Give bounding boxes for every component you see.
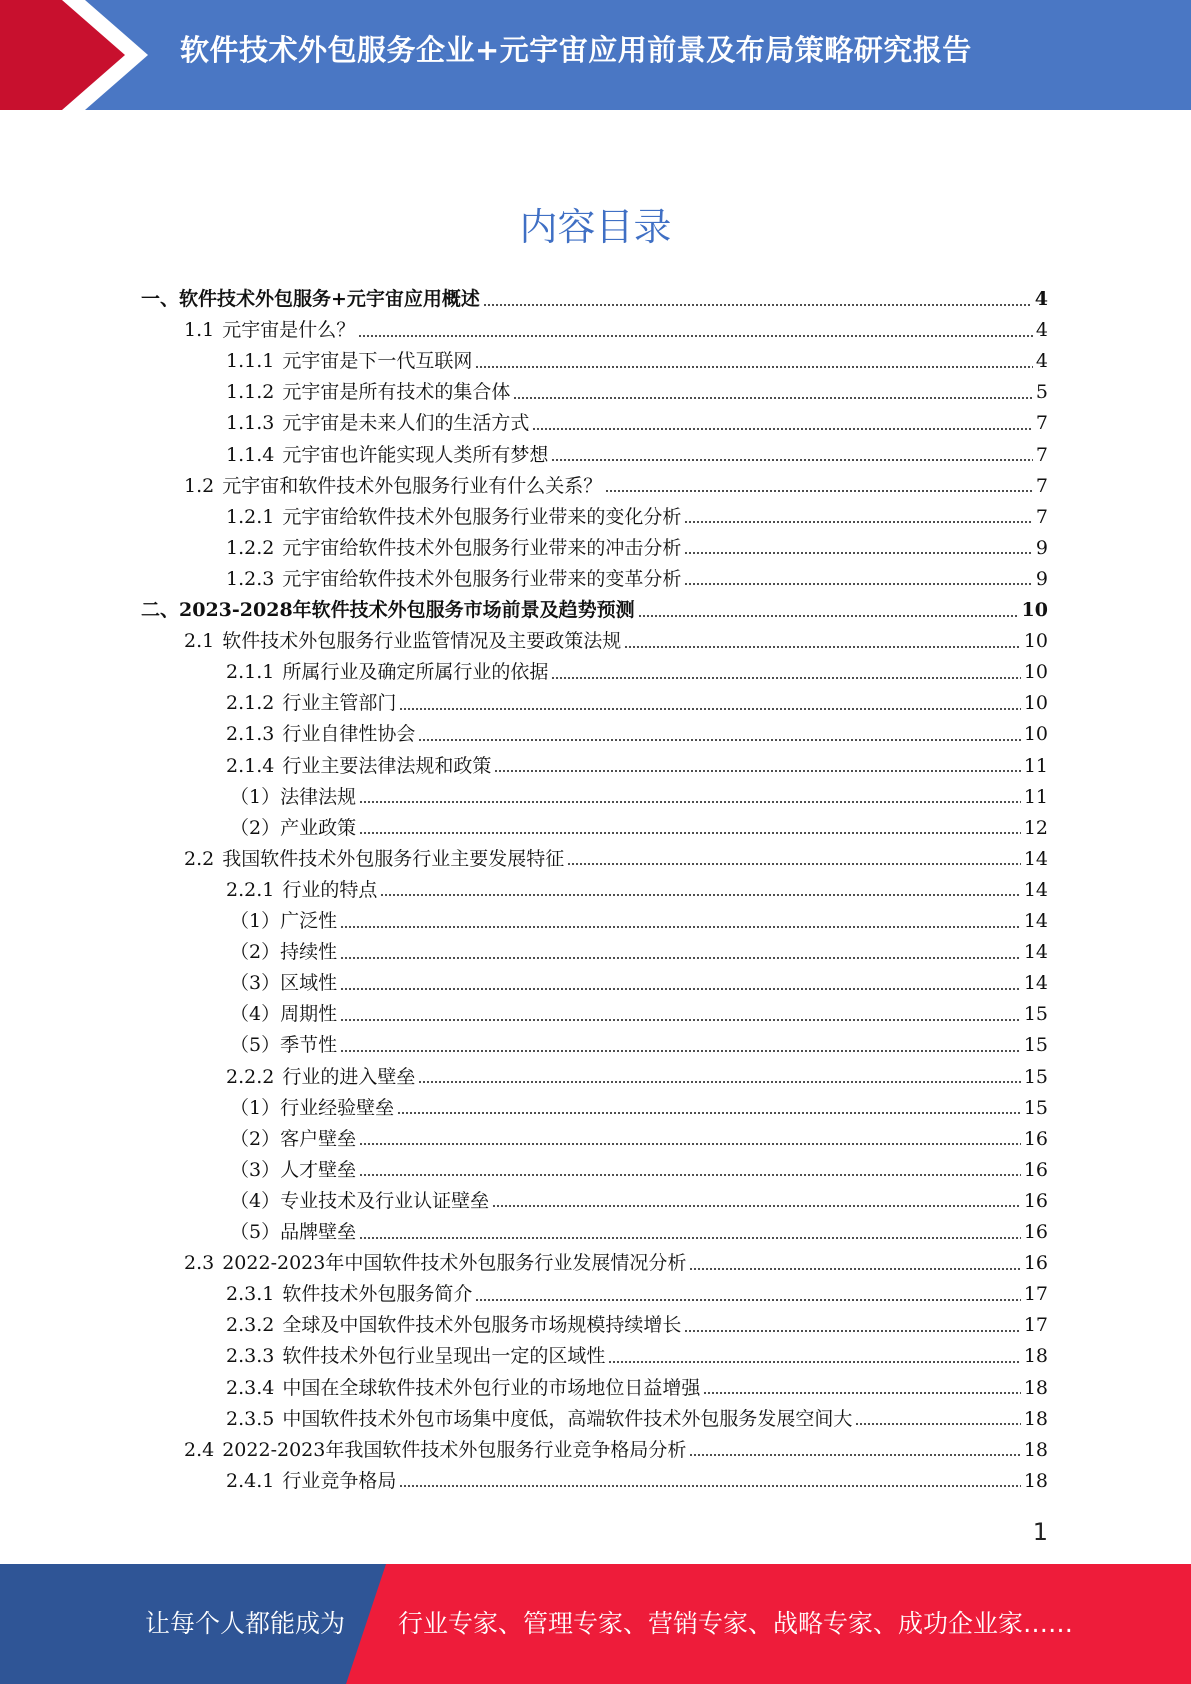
toc-entry-number: 2.2	[184, 847, 215, 870]
toc-entry-number: 1.2.3	[226, 567, 275, 590]
toc-entry[interactable]	[230, 1030, 1048, 1061]
toc-entry-title: 行业的进入壁垒	[282, 1065, 416, 1088]
toc-entry-number: 二、	[141, 599, 180, 621]
toc-dot-leader	[513, 397, 1033, 399]
toc-entry-title: 软件技术外包行业呈现出一定的区域性	[282, 1345, 606, 1368]
toc-entry-title: （3）人才壁垒	[230, 1158, 357, 1181]
toc-entry-number: 2.1	[184, 630, 215, 653]
toc-entry-title: 元宇宙给软件技术外包服务行业带来的冲击分析	[282, 536, 682, 559]
toc-entry-title: 元宇宙给软件技术外包服务行业带来的变化分析	[282, 505, 682, 528]
toc-entry-title: 全球及中国软件技术外包服务市场规模持续增长	[282, 1314, 682, 1337]
toc-dot-leader	[359, 801, 1021, 803]
toc-entry-title: （5）季节性	[230, 1034, 338, 1057]
toc-entry[interactable]	[230, 999, 1048, 1030]
toc-entry[interactable]	[226, 719, 1048, 750]
toc-dot-leader	[340, 1019, 1021, 1021]
toc-entry-page: 15	[1023, 1065, 1048, 1088]
toc-entry-title: 元宇宙是什么？	[222, 319, 356, 342]
toc-entry[interactable]	[230, 813, 1048, 844]
toc-dot-leader	[684, 521, 1033, 523]
toc-dot-leader	[624, 646, 1021, 648]
toc-entry-title: 中国在全球软件技术外包行业的市场地位日益增强	[282, 1376, 701, 1399]
toc-entry-page: 10	[1023, 661, 1048, 684]
toc-dot-leader	[689, 1454, 1020, 1456]
toc-entry-title: 行业主管部门	[282, 692, 397, 715]
toc-entry-title: 所属行业及确定所属行业的依据	[282, 661, 549, 684]
toc-entry-page: 7	[1035, 412, 1048, 435]
toc-entry-number: 2.3.3	[226, 1345, 275, 1368]
toc-entry-number: 2.3	[184, 1252, 215, 1275]
toc-entry-page: 16	[1023, 1221, 1048, 1243]
toc-dot-leader	[359, 832, 1021, 834]
toc-entry-number: 2.1.1	[226, 661, 275, 684]
toc-dot-leader	[399, 708, 1020, 710]
toc-entry[interactable]	[141, 284, 1048, 315]
toc-entry[interactable]	[226, 657, 1048, 688]
toc-entry[interactable]	[230, 968, 1048, 999]
toc-entry-page: 10	[1023, 723, 1048, 746]
toc-entry-number: 2.1.4	[226, 754, 275, 777]
toc-entry-title: （2）客户壁垒	[230, 1127, 357, 1150]
toc-entry-title: 元宇宙给软件技术外包服务行业带来的变革分析	[282, 567, 682, 590]
toc-entry[interactable]	[230, 1124, 1048, 1155]
toc-entry[interactable]	[184, 1435, 1048, 1466]
footer-slogan-left: 让每个人都能成为	[145, 1609, 346, 1638]
toc-entry[interactable]	[184, 844, 1048, 875]
toc-entry-title: 元宇宙是未来人们的生活方式	[282, 412, 530, 435]
toc-entry[interactable]	[184, 1248, 1048, 1279]
toc-entry[interactable]	[226, 564, 1048, 595]
toc-entry[interactable]	[226, 1373, 1048, 1404]
toc-entry[interactable]	[184, 471, 1048, 502]
toc-entry-title: 我国软件技术外包服务行业主要发展特征	[222, 847, 565, 870]
toc-entry-title: 行业自律性协会	[282, 723, 416, 746]
toc-entry-number: 1.2.2	[226, 536, 275, 559]
toc-dot-leader	[340, 1050, 1021, 1052]
toc-entry-page: 16	[1023, 1252, 1048, 1275]
toc-entry[interactable]	[230, 1186, 1048, 1217]
toc-dot-leader	[358, 335, 1033, 337]
toc-entry[interactable]	[184, 626, 1048, 657]
toc-dot-leader	[340, 957, 1021, 959]
toc-entry-page: 4	[1035, 319, 1048, 342]
toc-entry-title: 中国软件技术外包市场集中度低，高端软件技术外包服务发展空间大	[282, 1407, 853, 1430]
toc-entry-page: 11	[1023, 754, 1048, 777]
toc-entry-title: 软件技术外包服务+元宇宙应用概述	[179, 288, 480, 310]
toc-entry-page: 5	[1035, 381, 1048, 404]
toc-entry-number: 2.3.1	[226, 1283, 275, 1306]
toc-entry-number: 1.1.4	[226, 443, 275, 466]
toc-entry-title: （1）广泛性	[230, 910, 338, 932]
toc-dot-leader	[689, 1268, 1020, 1270]
toc-dot-leader	[418, 1081, 1020, 1083]
toc-entry[interactable]	[226, 408, 1048, 439]
toc-entry-page: 15	[1023, 1034, 1048, 1057]
toc-entry-number: 2.1.2	[226, 692, 275, 715]
footer-slogan-right: 行业专家、管理专家、营销专家、战略专家、成功企业家……	[398, 1609, 1074, 1638]
toc-entry[interactable]	[226, 688, 1048, 719]
toc-entry[interactable]	[226, 1279, 1048, 1310]
toc-entry-title: 元宇宙是所有技术的集合体	[282, 381, 511, 404]
toc-dot-leader	[684, 1330, 1020, 1332]
toc-entry[interactable]	[230, 1155, 1048, 1186]
toc-dot-leader	[359, 1143, 1021, 1145]
toc-entry[interactable]	[141, 595, 1048, 626]
toc-dot-leader	[418, 739, 1020, 741]
toc-entry-page: 18	[1023, 1407, 1048, 1430]
toc-entry-page: 4	[1035, 350, 1048, 373]
toc-entry[interactable]	[226, 440, 1048, 471]
toc-entry-number: 2.3.2	[226, 1314, 275, 1337]
page-number: 1	[1032, 1518, 1048, 1546]
toc-entry-title: （4）专业技术及行业认证壁垒	[230, 1189, 490, 1212]
toc-entry-page: 17	[1023, 1314, 1048, 1337]
toc-dot-leader	[399, 1485, 1020, 1487]
toc-entry-page: 15	[1023, 1003, 1048, 1026]
toc-entry-page: 12	[1023, 816, 1048, 839]
toc-entry-page: 7	[1035, 505, 1048, 528]
toc-entry-title: 元宇宙也许能实现人类所有梦想	[282, 443, 549, 466]
toc-entry-page: 14	[1023, 941, 1048, 964]
toc-entry-page: 14	[1023, 910, 1048, 932]
toc-dot-leader	[605, 490, 1033, 492]
toc-dot-leader	[340, 926, 1021, 928]
toc-entry[interactable]	[226, 1466, 1048, 1497]
toc-heading: 内容目录	[519, 205, 672, 249]
toc-entry[interactable]	[230, 1217, 1048, 1248]
toc-entry-page: 15	[1023, 1096, 1048, 1119]
toc-dot-leader	[567, 863, 1021, 865]
toc-entry-number: 一、	[141, 288, 180, 310]
toc-entry-number: 1.1.3	[226, 412, 275, 435]
toc-entry-page: 4	[1034, 288, 1048, 310]
toc-entry-page: 10	[1021, 599, 1048, 621]
toc-entry-page: 16	[1023, 1127, 1048, 1150]
toc-entry-number: 2.4	[184, 1438, 215, 1461]
toc-dot-leader	[532, 428, 1033, 430]
toc-entry[interactable]	[226, 533, 1048, 564]
toc-dot-leader	[855, 1423, 1020, 1425]
toc-entry-page: 14	[1023, 878, 1048, 901]
toc-entry-title: 行业主要法律法规和政策	[282, 754, 492, 777]
toc-dot-leader	[684, 552, 1033, 554]
toc-entry-number: 1.1.2	[226, 381, 275, 404]
toc-entry-number: 1.1	[184, 319, 215, 342]
toc-dot-leader	[340, 988, 1021, 990]
toc-entry-page: 11	[1023, 785, 1048, 808]
toc-dot-leader	[475, 366, 1033, 368]
toc-dot-leader	[359, 1237, 1021, 1239]
toc-entry-number: 2.4.1	[226, 1469, 275, 1492]
toc-entry[interactable]	[184, 315, 1048, 346]
toc-dot-leader	[359, 1174, 1021, 1176]
toc-entry-page: 18	[1023, 1376, 1048, 1399]
toc-entry-title: （2）产业政策	[230, 816, 357, 839]
toc-entry-title: 2022-2023年我国软件技术外包服务行业竞争格局分析	[222, 1438, 687, 1461]
toc-entry-title: （3）区域性	[230, 972, 338, 995]
toc-dot-leader	[475, 1299, 1020, 1301]
toc-entry-page: 10	[1023, 630, 1048, 653]
toc-entry-title: 软件技术外包服务行业监管情况及主要政策法规	[222, 630, 622, 653]
toc-entry[interactable]	[226, 377, 1048, 408]
toc-entry-title: 元宇宙是下一代互联网	[282, 350, 473, 373]
toc-entry-number: 2.3.5	[226, 1407, 275, 1430]
toc-dot-leader	[494, 770, 1020, 772]
toc-entry-page: 14	[1023, 972, 1048, 995]
toc-entry-page: 17	[1023, 1283, 1048, 1306]
toc-entry-title: （4）周期性	[230, 1003, 338, 1026]
toc-dot-leader	[608, 1361, 1020, 1363]
toc-entry[interactable]	[226, 875, 1048, 906]
toc-entry-number: 2.2.1	[226, 878, 275, 901]
toc-entry-page: 7	[1035, 474, 1048, 497]
toc-entry-page: 9	[1035, 536, 1048, 559]
report-title: 软件技术外包服务企业+元宇宙应用前景及布局策略研究报告	[180, 33, 972, 67]
toc-entry-title: 2023-2028年软件技术外包服务市场前景及趋势预测	[179, 599, 635, 621]
footer-banner	[0, 1564, 1191, 1684]
toc-dot-leader	[380, 894, 1020, 896]
toc-entry-title: 行业竞争格局	[282, 1469, 397, 1492]
toc-entry-title: 行业的特点	[282, 878, 378, 901]
toc-entry[interactable]	[226, 751, 1048, 782]
toc-entry-page: 16	[1023, 1189, 1048, 1212]
toc-entry-number: 1.2.1	[226, 505, 275, 528]
toc-entry-page: 7	[1035, 443, 1048, 466]
toc-entry[interactable]	[230, 906, 1048, 937]
toc-dot-leader	[483, 304, 1032, 306]
toc-entry-number: 1.1.1	[226, 350, 275, 373]
toc-dot-leader	[703, 1392, 1020, 1394]
toc-dot-leader	[397, 1112, 1021, 1114]
toc-entry[interactable]	[226, 1062, 1048, 1093]
toc-dot-leader	[638, 615, 1019, 617]
toc-entry-number: 2.2.2	[226, 1065, 275, 1088]
toc-entry-page: 9	[1035, 567, 1048, 590]
toc-dot-leader	[551, 459, 1033, 461]
toc-entry-page: 18	[1023, 1438, 1048, 1461]
toc-entry-number: 1.2	[184, 474, 215, 497]
toc-entry-page: 18	[1023, 1469, 1048, 1492]
toc-entry-title: （2）持续性	[230, 941, 338, 964]
toc-entry-title: 软件技术外包服务简介	[282, 1283, 473, 1306]
toc-dot-leader	[492, 1205, 1021, 1207]
toc-entry-page: 16	[1023, 1158, 1048, 1181]
toc-entry[interactable]	[226, 1310, 1048, 1341]
toc-entry[interactable]	[230, 1093, 1048, 1124]
toc-entry-number: 2.3.4	[226, 1376, 275, 1399]
toc-entry-page: 18	[1023, 1345, 1048, 1368]
header-banner	[0, 0, 1191, 110]
toc-entry[interactable]	[230, 937, 1048, 968]
toc-dot-leader	[684, 583, 1033, 585]
toc-entry-title: （5）品牌壁垒	[230, 1221, 357, 1243]
toc-entry-page: 14	[1023, 847, 1048, 870]
toc-entry-title: （1）法律法规	[230, 785, 357, 808]
toc-entry[interactable]	[226, 1341, 1048, 1372]
toc-entry[interactable]	[226, 346, 1048, 377]
toc-entry[interactable]	[230, 782, 1048, 813]
toc-entry-title: （1）行业经验壁垒	[230, 1096, 395, 1119]
toc-entry-title: 2022-2023年中国软件技术外包服务行业发展情况分析	[222, 1252, 687, 1275]
toc-entry[interactable]	[226, 502, 1048, 533]
toc-entry-page: 10	[1023, 692, 1048, 715]
toc-dot-leader	[551, 677, 1020, 679]
toc-entry[interactable]	[226, 1404, 1048, 1435]
toc-entry-title: 元宇宙和软件技术外包服务行业有什么关系？	[222, 474, 603, 497]
toc-entry-number: 2.1.3	[226, 723, 275, 746]
